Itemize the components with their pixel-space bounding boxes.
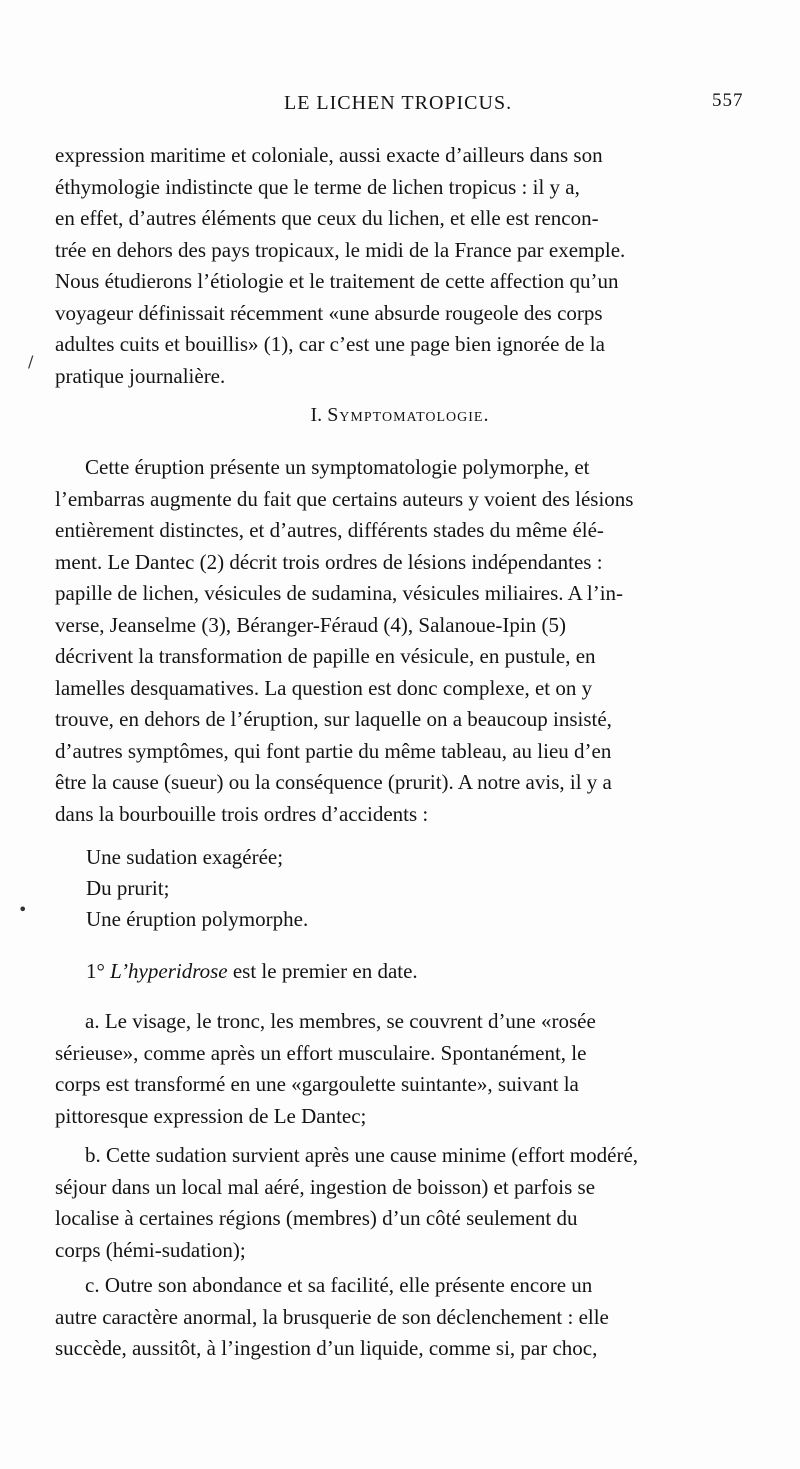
text-line: verse, Jeanselme (3), Béranger-Féraud (4), Salanoue-Ipin (5) — [55, 612, 566, 637]
text-line: décrivent la transformation de papille en vésicule, en pustule, en — [55, 644, 596, 668]
margin-dot-mark: • — [18, 900, 28, 919]
text-line: lamelles desquamatives. La question est donc complexe, et on y — [55, 675, 593, 700]
text-line: corps est transformé en une «gargoulette suintante», suivant la — [55, 1072, 579, 1096]
hyperidrose-term: L’hyperidrose — [110, 959, 228, 983]
text-line: localise à certaines régions (membres) d’un côté seulement du — [55, 1206, 578, 1230]
hyperidrose-heading — [86, 956, 760, 988]
text-line: entièrement distinctes, et d’autres, différents stades du même élé- — [55, 518, 604, 542]
text-line: sérieuse», comme après un effort musculaire. Spontanément, le — [55, 1040, 587, 1065]
text-line: éthymologie indistincte que le terme de lichen tropicus : il y a, — [55, 174, 580, 199]
text-line: pittoresque expression de Le Dantec; — [55, 1103, 367, 1128]
text-line: corps (hémi-sudation); — [55, 1237, 246, 1262]
point-a — [55, 1006, 760, 1132]
text-line: séjour dans un local mal aéré, ingestion de boisson) et parfois se — [55, 1174, 596, 1199]
list-item: Une éruption polymorphe. — [86, 907, 309, 931]
intro-paragraph — [55, 140, 760, 392]
symptom-paragraph — [55, 452, 760, 830]
list-item: Une sudation exagérée; — [86, 845, 284, 869]
point-b — [55, 1140, 760, 1266]
hyperidrose-line — [86, 956, 760, 988]
text-line: ment. Le Dantec (2) décrit trois ordres de lésions indépendantes : — [55, 549, 603, 574]
text-line: d’autres symptômes, qui font partie du même tableau, au lieu d’en — [55, 738, 612, 763]
text-line: trouve, en dehors de l’éruption, sur laquelle on a beaucoup insisté, — [55, 707, 612, 731]
accidents-list — [86, 842, 308, 935]
section-heading — [0, 404, 800, 427]
point-c — [55, 1270, 760, 1365]
list-item: Du prurit; — [86, 876, 170, 900]
text-line: être la cause (sueur) ou la conséquence (prurit). A notre avis, il y a — [55, 770, 612, 794]
text-line: c. Outre son abondance et sa facilité, elle présente encore un — [85, 1273, 593, 1297]
text-line: en effet, d’autres éléments que ceux du lichen, et elle est rencon- — [55, 206, 599, 230]
text-line: dans la bourbouille trois ordres d’accidents : — [55, 801, 429, 826]
text-line: a. Le visage, le tronc, les membres, se couvrent d’une «rosée — [85, 1009, 596, 1033]
text-line: succède, aussitôt, à l’ingestion d’un liquide, comme si, par choc, — [55, 1336, 598, 1360]
text-line: pratique journalière. — [55, 363, 226, 388]
page-number: 557 — [712, 90, 744, 111]
hyperidrose-rest: est le premier en date. — [227, 959, 418, 983]
text-line: adultes cuits et bouillis» (1), car c’est une page bien ignorée de la — [55, 332, 605, 356]
text-line: expression maritime et coloniale, aussi exacte d’ailleurs dans son — [55, 143, 603, 167]
running-head-title: LE LICHEN TROPICUS. — [284, 92, 513, 114]
text-line: Cette éruption présente un symptomatologie polymorphe, et — [85, 455, 590, 479]
text-line: voyageur définissait récemment «une absurde rougeole des corps — [55, 300, 603, 325]
section-number: I. — [310, 404, 323, 426]
text-line: trée en dehors des pays tropicaux, le midi de la France par exemple. — [55, 237, 626, 262]
text-line: papille de lichen, vésicules de sudamina, vésicules miliaires. A l’in- — [55, 581, 624, 605]
text-line: b. Cette sudation survient après une cause minime (effort modéré, — [85, 1143, 639, 1167]
section-title: Symptomatologie. — [327, 404, 490, 426]
text-line: autre caractère anormal, la brusquerie de son déclenchement : elle — [55, 1304, 609, 1329]
text-line: Nous étudierons l’étiologie et le traitement de cette affection qu’un — [55, 269, 619, 293]
text-line: l’embarras augmente du fait que certains auteurs y voient des lésions — [55, 486, 634, 511]
hyperidrose-prefix: 1° — [86, 959, 111, 983]
margin-tick-mark: / — [28, 352, 34, 371]
